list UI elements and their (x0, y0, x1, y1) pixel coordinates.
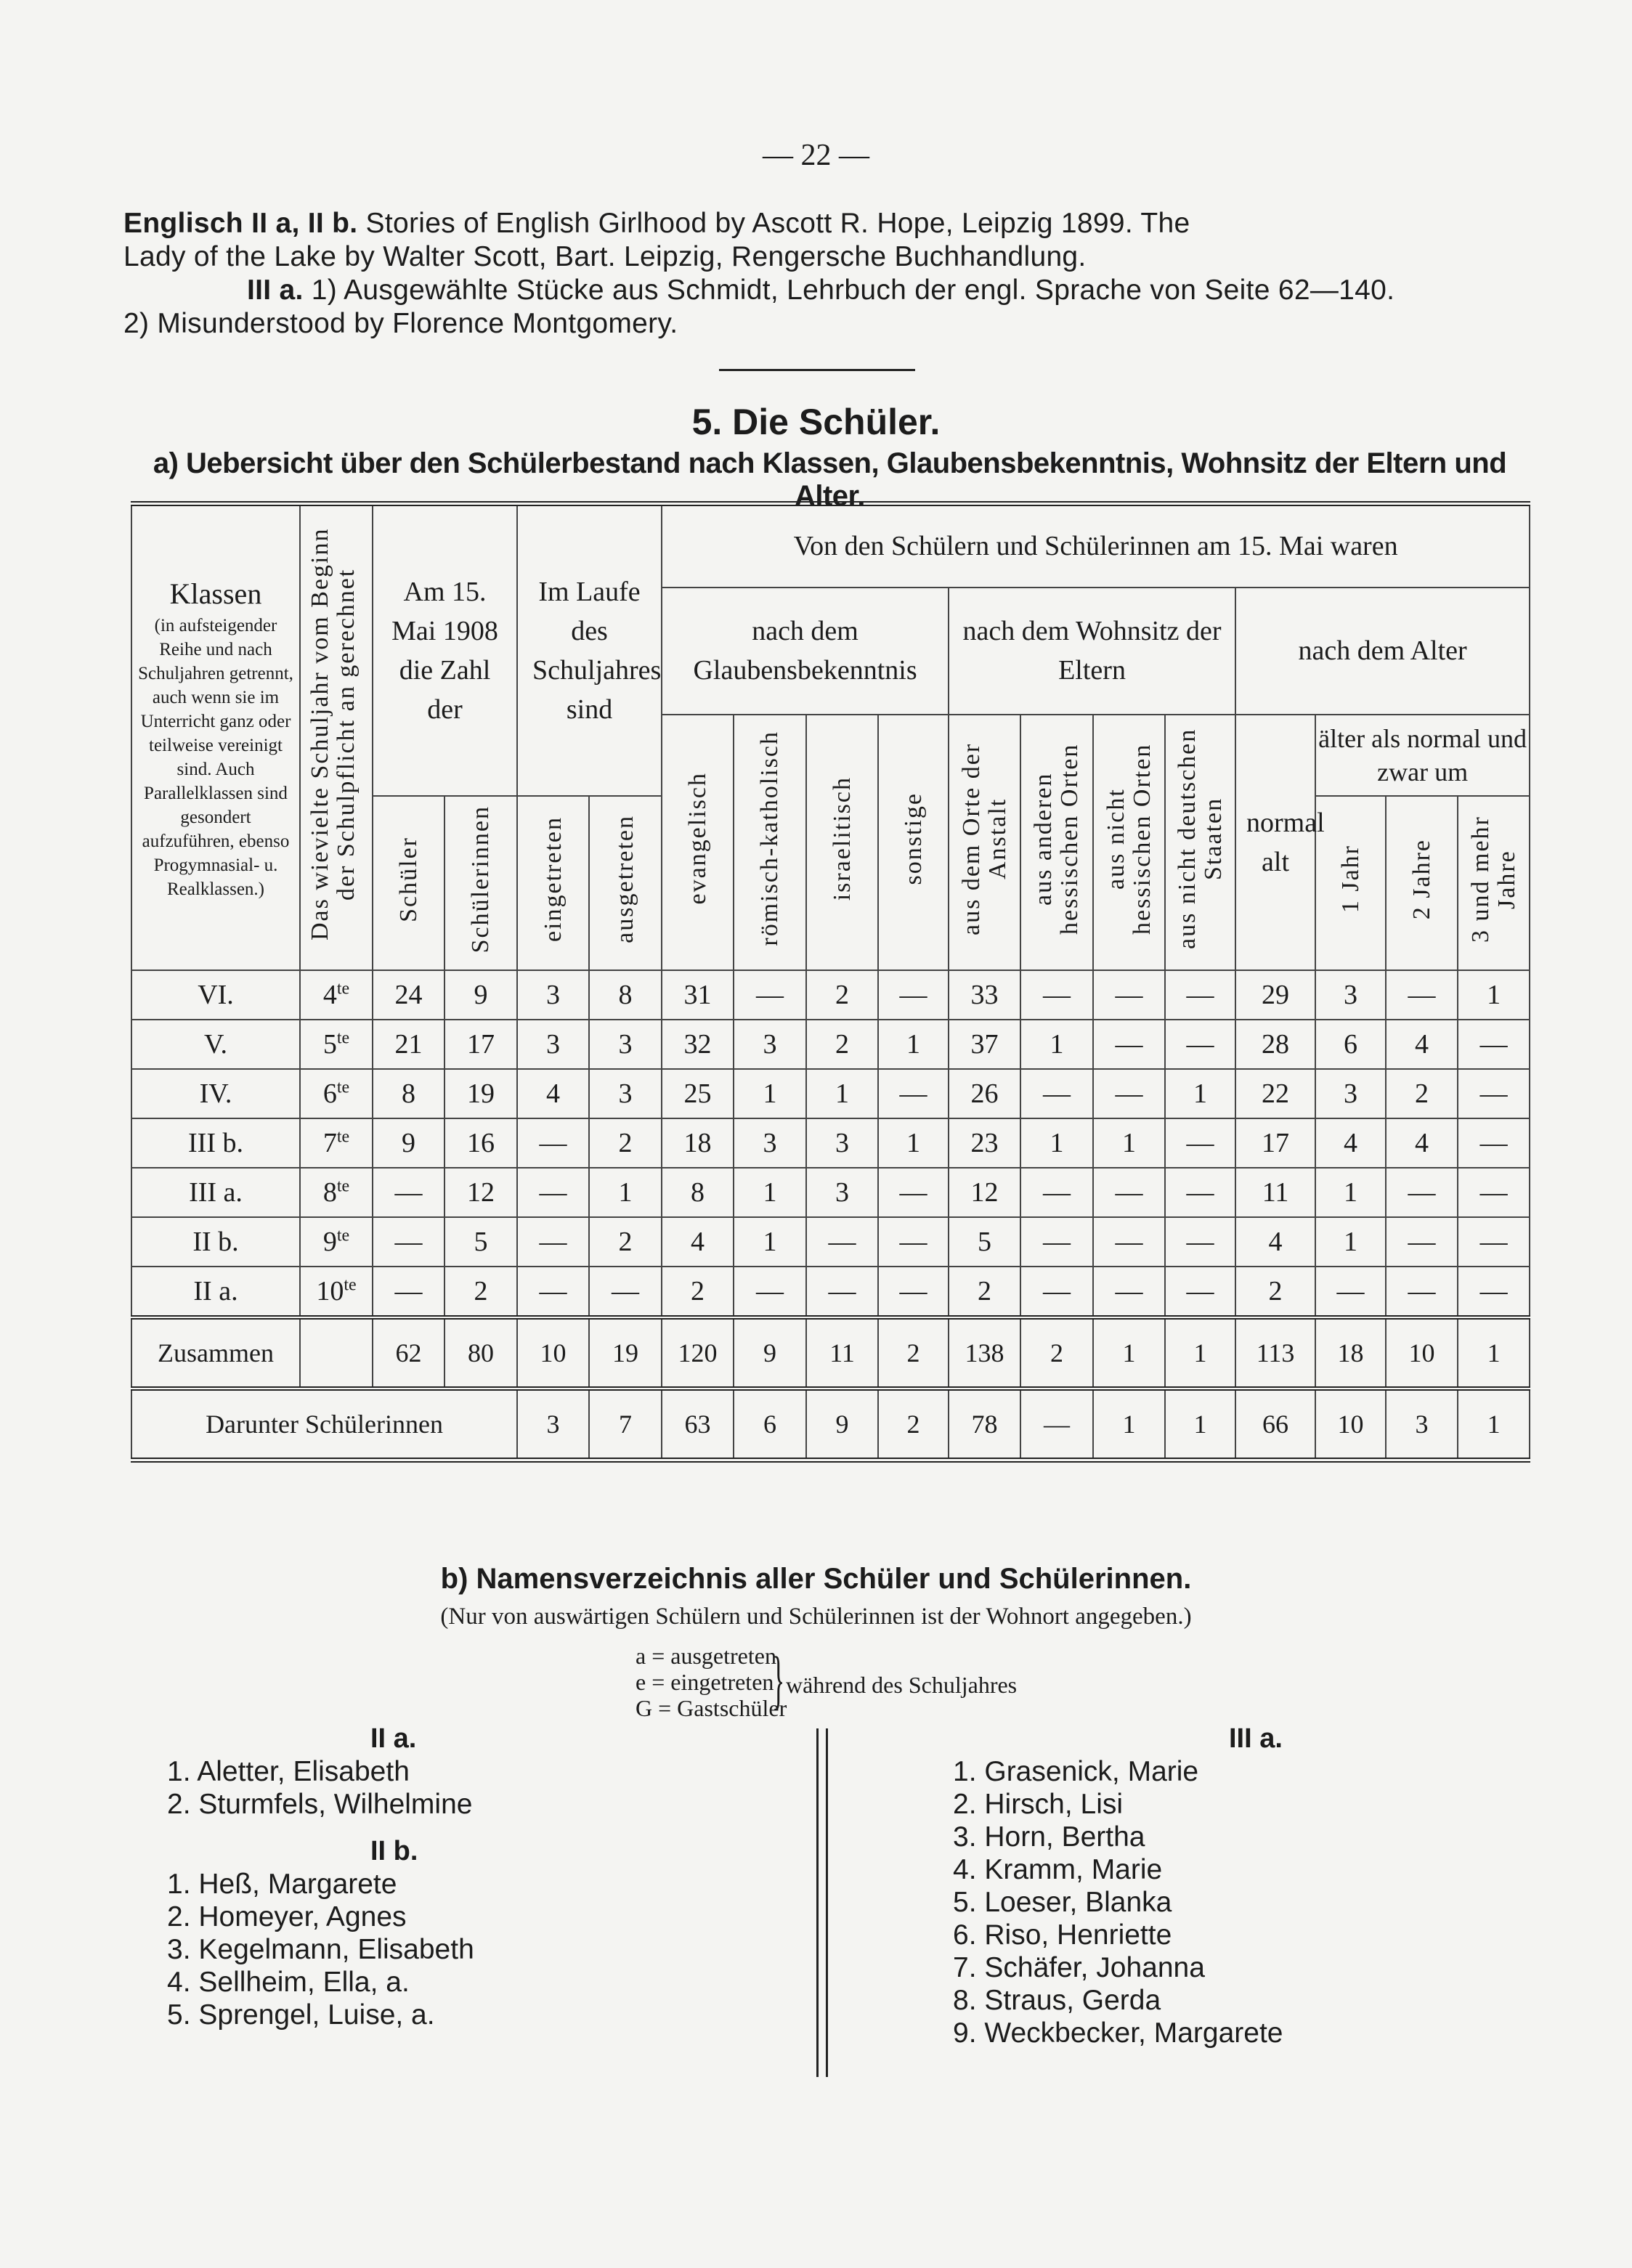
table-cell: 8 (589, 970, 662, 1020)
cell-schuljahr-value: 5 (322, 1028, 337, 1060)
col-header (517, 796, 589, 970)
table-cell: 78 (949, 1389, 1020, 1460)
table-cell: — (1386, 970, 1458, 1020)
table-cell: — (734, 970, 806, 1020)
cell-schuljahr-value: 6 (322, 1078, 337, 1109)
col-label: Schülerinnen (467, 805, 494, 954)
total-label: Zusammen (131, 1317, 300, 1389)
table-cell: — (878, 1069, 949, 1118)
table-cell: — (1165, 1267, 1235, 1317)
list-title: II a. (370, 1723, 417, 1754)
list-title: II b. (370, 1836, 418, 1866)
cell-schuljahr (300, 1069, 373, 1118)
table-cell: — (1020, 1069, 1093, 1118)
table-cell: — (1165, 1217, 1235, 1267)
table-cell: — (517, 1267, 589, 1317)
col-header (662, 715, 734, 970)
list-item: 2. Hirsch, Lisi (953, 1789, 1124, 1820)
table-cell: 1 (1020, 1118, 1093, 1168)
intro-line: Lady of the Lake by Walter Scott, Bart. Leipzig, Rengersche Buchhandlung. (123, 241, 1087, 272)
cell-schuljahr (300, 970, 373, 1020)
table-cell: 4 (1315, 1118, 1386, 1168)
list-title: III a. (1229, 1723, 1283, 1754)
table-cell: — (1458, 1217, 1530, 1267)
table-cell: 7 (589, 1389, 662, 1460)
list-item: 3. Horn, Bertha (953, 1821, 1145, 1853)
table-cell: 1 (1020, 1020, 1093, 1069)
table-cell: 1 (1315, 1217, 1386, 1267)
table-cell: 113 (1235, 1317, 1315, 1389)
cell-schuljahr (300, 1217, 373, 1267)
cell-schuljahr (300, 1267, 373, 1317)
table-cell: 22 (1235, 1069, 1315, 1118)
student-statistics-table (131, 501, 1530, 1463)
cell-schuljahr-value: 9 (322, 1226, 337, 1257)
girls-total-row (131, 1389, 1530, 1460)
table-cell: — (517, 1168, 589, 1217)
table-cell (300, 1317, 373, 1389)
intro-line: 2) Misunderstood by Florence Montgomery. (123, 308, 678, 339)
header-aelter: älter als normal und zwar um (1315, 715, 1530, 796)
table-cell: 2 (949, 1267, 1020, 1317)
intro-line: 1) Ausgewählte Stücke aus Schmidt, Lehrbuch der engl. Sprache von Seite 62—140. (303, 275, 1395, 306)
table-cell: 19 (444, 1069, 517, 1118)
col-label: israelitisch (828, 776, 856, 901)
table-cell: 1 (589, 1168, 662, 1217)
col-label: 2 Jahre (1408, 838, 1435, 920)
table-cell: — (1458, 1118, 1530, 1168)
table-cell: 138 (949, 1317, 1020, 1389)
list-item: 1. Heß, Margarete (167, 1869, 397, 1900)
table-cell: — (1093, 1217, 1165, 1267)
table-cell: 1 (878, 1020, 949, 1069)
table-cell: — (1165, 1020, 1235, 1069)
col-label: römisch-katholisch (756, 731, 784, 946)
cell-klasse: III b. (131, 1118, 300, 1168)
table-cell: 4 (1386, 1118, 1458, 1168)
table-cell: 2 (589, 1217, 662, 1267)
table-cell: 3 (589, 1069, 662, 1118)
table-row (131, 1168, 1530, 1217)
table-cell: 3 (589, 1020, 662, 1069)
table-cell: — (1020, 1267, 1093, 1317)
table-cell: — (878, 1267, 949, 1317)
table-cell: 9 (806, 1389, 878, 1460)
table-cell: 3 (517, 1389, 589, 1460)
col-label: aus nicht deutschen Staaten (1173, 728, 1227, 949)
table-cell: 23 (949, 1118, 1020, 1168)
table-cell: — (1093, 1069, 1165, 1118)
table-cell: — (806, 1217, 878, 1267)
cell-schuljahr-suffix: te (336, 1028, 350, 1047)
table-cell: 3 (1315, 1069, 1386, 1118)
table-cell: 1 (1165, 1317, 1235, 1389)
list-item: 1. Grasenick, Marie (953, 1756, 1199, 1787)
table-cell: 2 (444, 1267, 517, 1317)
table-cell: 29 (1235, 970, 1315, 1020)
table-cell: 3 (1315, 970, 1386, 1020)
table-cell: — (517, 1118, 589, 1168)
table-cell: — (1458, 1020, 1530, 1069)
header-am: Am 15. Mai 1908 die Zahl der (373, 504, 517, 796)
table-cell: 2 (1235, 1267, 1315, 1317)
cell-schuljahr (300, 1168, 373, 1217)
table-cell: 1 (1458, 970, 1530, 1020)
table-cell: — (806, 1267, 878, 1317)
cell-schuljahr-suffix: te (344, 1275, 357, 1294)
table-cell: — (1165, 970, 1235, 1020)
col-label: eingetreten (539, 816, 567, 943)
list-item: 4. Sellheim, Ella, a. (167, 1967, 410, 1998)
table-cell: 32 (662, 1020, 734, 1069)
table-cell: 1 (1093, 1118, 1165, 1168)
table-cell: 3 (806, 1168, 878, 1217)
table-cell: 3 (517, 1020, 589, 1069)
cell-klasse: V. (131, 1020, 300, 1069)
table-cell: 1 (806, 1069, 878, 1118)
table-cell: — (878, 1168, 949, 1217)
table-cell: 3 (734, 1020, 806, 1069)
table-row (131, 1217, 1530, 1267)
list-item: 3. Kegelmann, Elisabeth (167, 1934, 474, 1965)
table-cell: 2 (589, 1118, 662, 1168)
cell-schuljahr-suffix: te (336, 1225, 350, 1245)
table-cell: 2 (662, 1267, 734, 1317)
table-row (131, 970, 1530, 1020)
header-klassen (131, 504, 300, 970)
table-cell: — (517, 1217, 589, 1267)
col-header (1315, 796, 1386, 970)
list-item: 5. Loeser, Blanka (953, 1887, 1172, 1918)
list-item: 9. Weckbecker, Margarete (953, 2017, 1283, 2049)
list-item: 8. Straus, Gerda (953, 1985, 1161, 2016)
table-cell: 24 (373, 970, 444, 1020)
table-cell: 4 (662, 1217, 734, 1267)
table-row (131, 1069, 1530, 1118)
col-label: aus dem Orte der Anstalt (957, 741, 1011, 935)
table-row (131, 1020, 1530, 1069)
table-cell: 3 (1386, 1389, 1458, 1460)
table-cell: — (373, 1168, 444, 1217)
header-klassen-label: Klassen (169, 577, 262, 610)
table-cell: — (1458, 1168, 1530, 1217)
col-header (949, 715, 1020, 970)
table-cell: 1 (1165, 1389, 1235, 1460)
table-cell: — (1386, 1168, 1458, 1217)
legend-item: G = Gastschüler (636, 1695, 787, 1721)
table-cell: 1 (878, 1118, 949, 1168)
cell-schuljahr-value: 10 (316, 1275, 344, 1306)
col-header (373, 796, 444, 970)
cell-schuljahr-value: 4 (322, 979, 337, 1010)
table-cell: 3 (734, 1118, 806, 1168)
table-cell: 1 (734, 1168, 806, 1217)
cell-klasse: II b. (131, 1217, 300, 1267)
cell-schuljahr-suffix: te (336, 1176, 350, 1195)
table-cell: 62 (373, 1317, 444, 1389)
col-label: 3 und mehr Jahre (1466, 816, 1520, 943)
table-cell: — (1165, 1118, 1235, 1168)
table-cell: 4 (1235, 1217, 1315, 1267)
col-header (1093, 715, 1165, 970)
table-cell: 1 (1165, 1069, 1235, 1118)
table-cell: 19 (589, 1317, 662, 1389)
table-cell: 1 (1458, 1317, 1530, 1389)
table-cell: — (1020, 1168, 1093, 1217)
table-cell: 120 (662, 1317, 734, 1389)
col-label: aus anderen hessischen Orten (1030, 742, 1084, 935)
col-header (734, 715, 806, 970)
table-cell: 25 (662, 1069, 734, 1118)
table-cell: 26 (949, 1069, 1020, 1118)
table-cell: 2 (878, 1317, 949, 1389)
intro-line: Stories of English Girlhood by Ascott R. Hope, Leipzig 1899. The (357, 208, 1190, 239)
brace-icon: } (771, 1644, 785, 1716)
table-cell: 8 (662, 1168, 734, 1217)
table-cell: 16 (444, 1118, 517, 1168)
table-cell: — (1165, 1168, 1235, 1217)
subsection-a-title: a) Uebersicht über den Schülerbestand nach Klassen, Glaubensbekenntnis, Wohnsitz der Eltern und Alter. (153, 447, 1507, 512)
table-cell: 12 (949, 1168, 1020, 1217)
table-cell: 1 (1093, 1317, 1165, 1389)
table-cell: — (878, 970, 949, 1020)
table-cell: — (1093, 970, 1165, 1020)
col-header (444, 796, 517, 970)
col-header (878, 715, 949, 970)
cell-schuljahr-suffix: te (336, 1077, 350, 1097)
list-item: 5. Sprengel, Luise, a. (167, 1999, 435, 2031)
table-cell: 33 (949, 970, 1020, 1020)
table-row (131, 1118, 1530, 1168)
intro-heading-english: Englisch II a, II b. (123, 208, 358, 239)
intro-heading-iiia: III a. (247, 275, 304, 306)
table-cell: 1 (1315, 1168, 1386, 1217)
table-cell: 18 (1315, 1317, 1386, 1389)
table-cell: 3 (517, 970, 589, 1020)
list-item: 1. Aletter, Elisabeth (167, 1756, 410, 1787)
table-cell: 12 (444, 1168, 517, 1217)
list-item: 2. Sturmfels, Wilhelmine (167, 1789, 473, 1820)
col-label: Schüler (394, 836, 422, 922)
table-cell: — (1020, 970, 1093, 1020)
table-cell: 8 (373, 1069, 444, 1118)
table-cell: 31 (662, 970, 734, 1020)
page-number: — 22 — (763, 139, 869, 172)
table-cell: 28 (1235, 1020, 1315, 1069)
table-cell: — (1458, 1267, 1530, 1317)
table-cell: 66 (1235, 1389, 1315, 1460)
cell-schuljahr-suffix: te (336, 1126, 350, 1146)
col-header (1386, 796, 1458, 970)
table-cell: — (1458, 1069, 1530, 1118)
table-cell: 9 (734, 1317, 806, 1389)
table-cell: 6 (1315, 1020, 1386, 1069)
table-cell: 10 (517, 1317, 589, 1389)
table-cell: — (1386, 1267, 1458, 1317)
table-cell: 2 (1020, 1317, 1093, 1389)
table-cell: 4 (517, 1069, 589, 1118)
table-cell: 10 (1315, 1389, 1386, 1460)
table-cell: 2 (806, 970, 878, 1020)
girls-total-label: Darunter Schülerinnen (131, 1389, 517, 1460)
cell-klasse: VI. (131, 970, 300, 1020)
table-cell: 63 (662, 1389, 734, 1460)
col-header (806, 715, 878, 970)
col-label: ausgetreten (612, 815, 639, 943)
intro-text (123, 207, 1536, 341)
col-label: sonstige (899, 792, 927, 885)
header-alter: nach dem Alter (1235, 588, 1530, 715)
name-list-iiia (953, 1723, 1461, 2049)
table-cell: 1 (734, 1217, 806, 1267)
header-schuljahr (300, 504, 373, 970)
cell-schuljahr-value: 8 (322, 1176, 337, 1208)
col-label: 1 Jahr (1336, 845, 1364, 914)
list-item: 2. Homeyer, Agnes (167, 1901, 407, 1932)
table-cell: — (1020, 1389, 1093, 1460)
legend-item: e = eingetreten (636, 1669, 774, 1695)
legend-item: a = ausgetreten (636, 1643, 776, 1669)
cell-klasse: III a. (131, 1168, 300, 1217)
col-header (1165, 715, 1235, 970)
cell-schuljahr (300, 1118, 373, 1168)
col-header (1458, 796, 1530, 970)
legend-suffix: während des Schuljahres (786, 1672, 1018, 1698)
table-cell: 6 (734, 1389, 806, 1460)
cell-schuljahr-suffix: te (336, 978, 350, 998)
legend (636, 1643, 787, 1721)
table-cell: 5 (949, 1217, 1020, 1267)
list-item: 4. Kramm, Marie (953, 1854, 1163, 1885)
total-row (131, 1317, 1530, 1389)
table-cell: 17 (444, 1020, 517, 1069)
divider (719, 369, 915, 371)
table-cell: — (734, 1267, 806, 1317)
table-cell: 9 (444, 970, 517, 1020)
table-cell: 1 (1093, 1389, 1165, 1460)
table-cell: 2 (806, 1020, 878, 1069)
table-cell: 11 (1235, 1168, 1315, 1217)
col-label: evangelisch (683, 772, 711, 905)
table-cell: 3 (806, 1118, 878, 1168)
subsection-b-note: (Nur von auswärtigen Schülern und Schülerinnen ist der Wohnort angegeben.) (440, 1604, 1192, 1630)
name-list-iia (167, 1723, 603, 2031)
header-laufe: Im Laufe des Schuljahres sind (517, 504, 662, 796)
header-schuljahr-label: Das wievielte Schuljahr vom Beginn der Schulpflicht an gerechnet (306, 527, 360, 940)
cell-schuljahr (300, 1020, 373, 1069)
table-cell: — (373, 1267, 444, 1317)
table-cell: 2 (1386, 1069, 1458, 1118)
subsection-b-title: b) Namensverzeichnis aller Schüler und Schülerinnen. (440, 1563, 1192, 1595)
table-cell: 4 (1386, 1020, 1458, 1069)
table-cell: 21 (373, 1020, 444, 1069)
table-cell: 37 (949, 1020, 1020, 1069)
col-header (589, 796, 662, 970)
table-cell: — (1020, 1217, 1093, 1267)
table-cell: — (878, 1217, 949, 1267)
table-cell: 10 (1386, 1317, 1458, 1389)
table-cell: — (1386, 1217, 1458, 1267)
cell-schuljahr-value: 7 (322, 1127, 337, 1158)
header-normal-alt: normal alt (1235, 715, 1315, 970)
table-cell: — (1093, 1168, 1165, 1217)
table-cell: — (1093, 1267, 1165, 1317)
table-cell: — (1315, 1267, 1386, 1317)
table-cell: 1 (734, 1069, 806, 1118)
table-cell: 1 (1458, 1389, 1530, 1460)
table-cell: 5 (444, 1217, 517, 1267)
header-wohnsitz: nach dem Wohnsitz der Eltern (949, 588, 1235, 715)
table-cell: 9 (373, 1118, 444, 1168)
table-cell: — (1093, 1020, 1165, 1069)
cell-klasse: II a. (131, 1267, 300, 1317)
col-header (1020, 715, 1093, 970)
list-item: 7. Schäfer, Johanna (953, 1952, 1205, 1983)
table-cell: 11 (806, 1317, 878, 1389)
table-cell: — (373, 1217, 444, 1267)
header-glauben: nach dem Glaubensbekenntnis (662, 588, 949, 715)
table-row (131, 1267, 1530, 1317)
table-cell: 18 (662, 1118, 734, 1168)
col-label: aus nicht hessischen Orten (1102, 742, 1156, 935)
header-klassen-note: (in aufsteigender Reihe und nach Schuljahren getrennt, auch wenn sie im Unterricht ganz oder teilweise vereinigt sind. Auch Parallelklassen sind gesondert aufzuführen, ebenso Progymnasial- u. Realklassen.) (138, 615, 293, 899)
list-item: 6. Riso, Henriette (953, 1919, 1172, 1951)
column-divider (816, 1728, 828, 2077)
table-cell: 17 (1235, 1118, 1315, 1168)
table-cell: 80 (444, 1317, 517, 1389)
table-cell: — (589, 1267, 662, 1317)
header-von: Von den Schülern und Schülerinnen am 15. Mai waren (662, 504, 1530, 588)
table-cell: 2 (878, 1389, 949, 1460)
section-title: 5. Die Schüler. (691, 402, 941, 442)
cell-klasse: IV. (131, 1069, 300, 1118)
